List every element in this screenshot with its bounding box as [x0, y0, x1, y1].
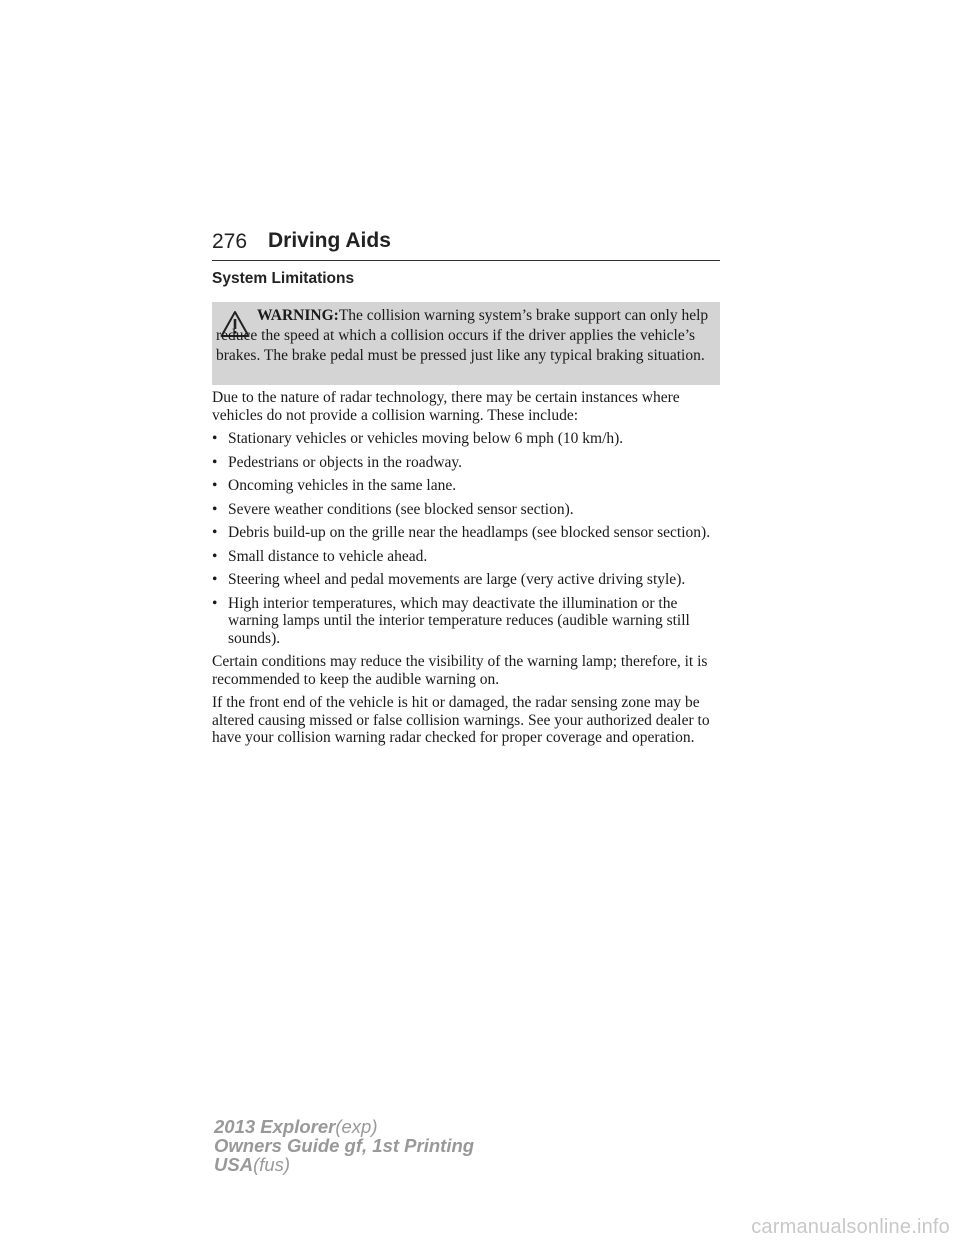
list-item: • Pedestrians or objects in the roadway. [212, 454, 724, 472]
footer-guide: Owners Guide gf, 1st Printing [214, 1135, 475, 1156]
footer-market: USA [214, 1154, 254, 1175]
intro-paragraph: Due to the nature of radar technology, there may be certain instances where vehicles do not provide a collision warning. These include: [212, 389, 680, 424]
footer-line-1 [214, 1117, 474, 1136]
list-item: • Severe weather conditions (see blocked sensor section). [212, 501, 724, 519]
watermark: carmanualsonline.info [751, 1216, 950, 1238]
warning-label: WARNING: [257, 307, 339, 324]
footer-line-2 [214, 1136, 474, 1155]
list-item: • Debris build-up on the grille near the headlamps (see blocked sensor section). [212, 524, 724, 542]
list-item: • Small distance to vehicle ahead. [212, 548, 724, 566]
warning-box [212, 302, 720, 385]
footer [214, 1117, 474, 1174]
list-item: • Oncoming vehicles in the same lane. [212, 477, 724, 495]
list-item: • Steering wheel and pedal movements are large (very active driving style). [212, 571, 724, 589]
list-item: • High interior temperatures, which may deactivate the illumination or the warning lamps until the interior temperature reduces (audible warning still sounds). [212, 595, 724, 648]
footer-model-code: (exp) [335, 1116, 378, 1137]
list-item: • Stationary vehicles or vehicles moving below 6 mph (10 km/h). [212, 430, 724, 448]
footer-line-3 [214, 1155, 474, 1174]
body-text [212, 389, 724, 753]
limitations-list [212, 430, 724, 647]
warning-body: The collision warning system’s brake support can only help reduce the speed at which a collision occurs if the driver applies the vehicle’s brakes. The brake pedal must be pressed just like any typical braking situation. [216, 307, 709, 364]
footer-model: 2013 Explorer [214, 1116, 336, 1137]
damage-paragraph: If the front end of the vehicle is hit or damaged, the radar sensing zone may be altered causing missed or false collision warnings. See your authorized dealer to have your collision warning radar checked for proper coverage and operation. [212, 694, 710, 746]
visibility-paragraph: Certain conditions may reduce the visibility of the warning lamp; therefore, it is recommended to keep the audible warning on. [212, 653, 708, 688]
page-number: 276 [212, 230, 248, 253]
section-heading: System Limitations [212, 270, 355, 287]
warning-text [216, 306, 714, 366]
page-title: Driving Aids [268, 229, 391, 252]
footer-market-code: (fus) [253, 1154, 291, 1175]
page-header [212, 228, 720, 261]
